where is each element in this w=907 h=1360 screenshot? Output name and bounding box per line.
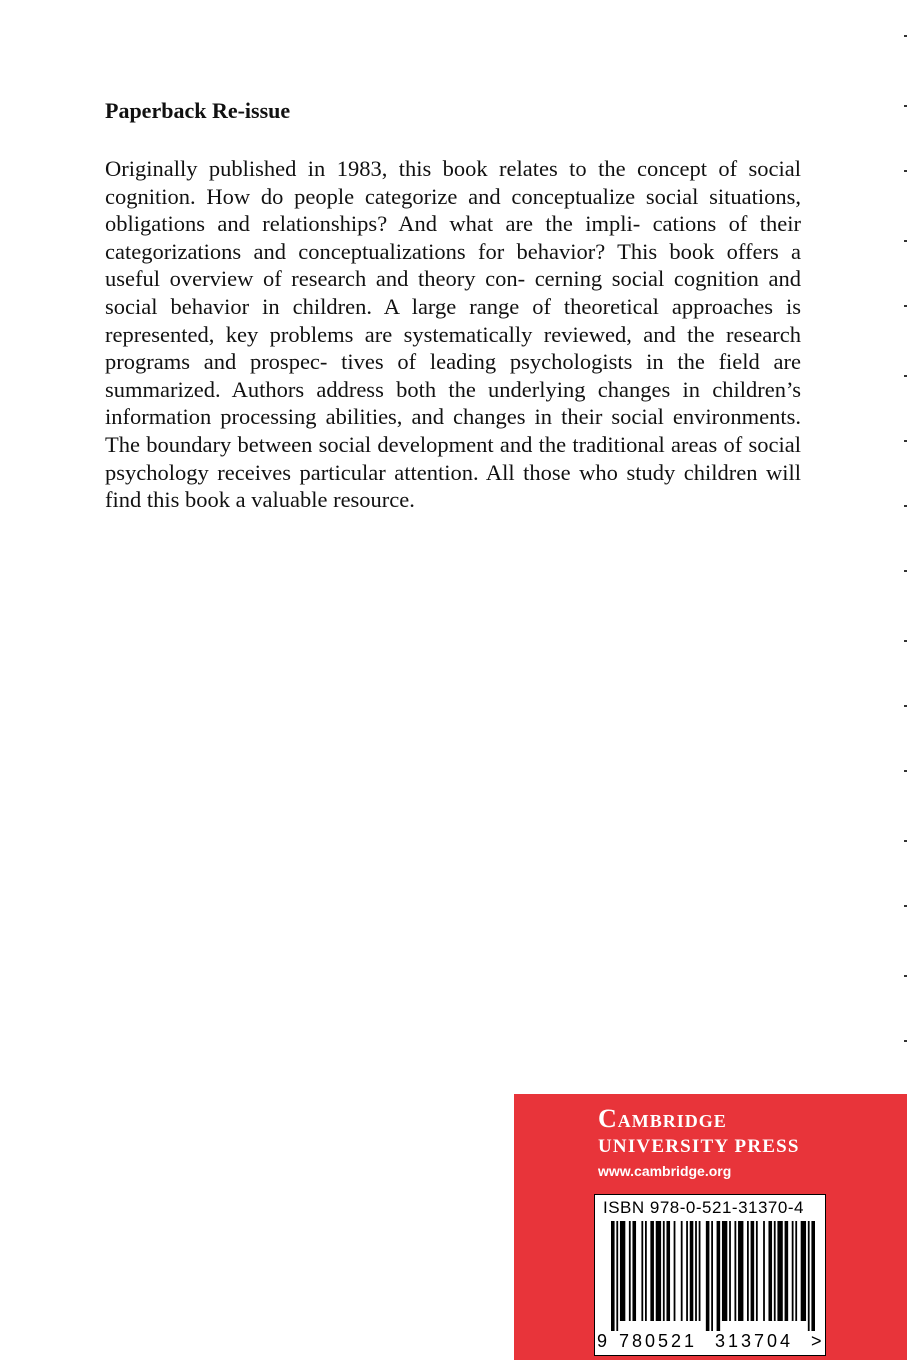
blurb-line: cerning social cognition and social behavior in children. A large [105, 266, 801, 319]
barcode-bar [795, 1221, 797, 1321]
barcode-bar [734, 1221, 736, 1321]
barcode-bar [629, 1221, 631, 1321]
publisher-name: Cambridge [598, 1104, 727, 1133]
blurb-line: address both the underlying changes in children’s information [105, 376, 801, 430]
barcode-bar [611, 1221, 615, 1331]
blurb-line: processing abilities, and changes in their social environments. The [105, 404, 802, 457]
barcode [594, 1194, 826, 1356]
publisher-panel [514, 1094, 907, 1360]
blurb-line: Originally published in 1983, this book relates to the concept of [105, 156, 738, 181]
barcode-bar [695, 1221, 697, 1321]
barcode-bar [801, 1221, 806, 1321]
barcode-bar [774, 1221, 776, 1321]
blurb-line: tives of leading psychologists in the field are summarized. Authors [105, 349, 802, 402]
blurb-line: social cognition. How do people categorize and conceptualize social [105, 156, 801, 209]
blurb-line: This book offers a useful overview of research and theory con- [105, 238, 802, 292]
barcode-bar [808, 1221, 810, 1331]
barcode-bar [722, 1221, 727, 1321]
blurb-line: social psychology receives particular attention. All those who study [105, 431, 801, 485]
barcode-bar [656, 1221, 661, 1321]
barcode-bar [756, 1221, 758, 1321]
barcode-bar [768, 1221, 772, 1321]
barcode-bar [738, 1221, 743, 1321]
barcode-bar [620, 1221, 625, 1321]
barcode-bar [632, 1221, 636, 1321]
cover-heading: Paperback Re-issue [105, 98, 291, 123]
barcode-bar [729, 1221, 731, 1321]
blurb-line: children will find this book a valuable resource. [105, 459, 801, 513]
barcode-bar [645, 1221, 647, 1321]
barcode-bar [616, 1221, 618, 1331]
blurb-line: situations, obligations and relationships? And what are the impli- [105, 183, 801, 237]
barcode-bar [747, 1221, 749, 1321]
barcode-bar [686, 1221, 688, 1321]
blurb-line: cations of their categorizations and conceptualizations for behavior? [105, 211, 801, 264]
barcode-bar [690, 1221, 694, 1321]
blurb-line: range of theoretical approaches is represented, key problems are [105, 293, 802, 347]
barcode-bar [674, 1221, 676, 1321]
barcode-bar [792, 1221, 794, 1321]
barcode-bar [666, 1221, 670, 1321]
isbn-label: ISBN 978-0-521-31370-4 [603, 1198, 804, 1217]
barcode-group-2: 313704 [715, 1331, 794, 1351]
barcode-bar [811, 1221, 815, 1331]
barcode-bar [763, 1221, 765, 1321]
barcode-bar [717, 1221, 721, 1331]
barcode-group-1: 780521 [619, 1331, 698, 1351]
publisher-url: www.cambridge.org [598, 1163, 732, 1179]
barcode-bar [663, 1221, 665, 1321]
barcode-bar [711, 1221, 713, 1331]
publisher-press: UNIVERSITY PRESS [598, 1136, 800, 1157]
barcode-bar [785, 1221, 789, 1321]
barcode-trail: > [811, 1331, 822, 1351]
barcode-bar [751, 1221, 755, 1321]
barcode-bar [706, 1221, 710, 1331]
barcode-bar [650, 1221, 654, 1321]
barcode-bar [777, 1221, 782, 1321]
blurb-line: systematically reviewed, and the research programs and prospec- [105, 321, 801, 375]
blurb-line: boundary between social development and the traditional areas of [146, 431, 743, 457]
barcode-bar [641, 1221, 643, 1321]
barcode-bar [699, 1221, 701, 1321]
barcode-bars [611, 1221, 815, 1331]
barcode-bar [681, 1221, 683, 1321]
barcode-lead-digit: 9 [597, 1331, 608, 1351]
blurb-text [105, 155, 801, 514]
